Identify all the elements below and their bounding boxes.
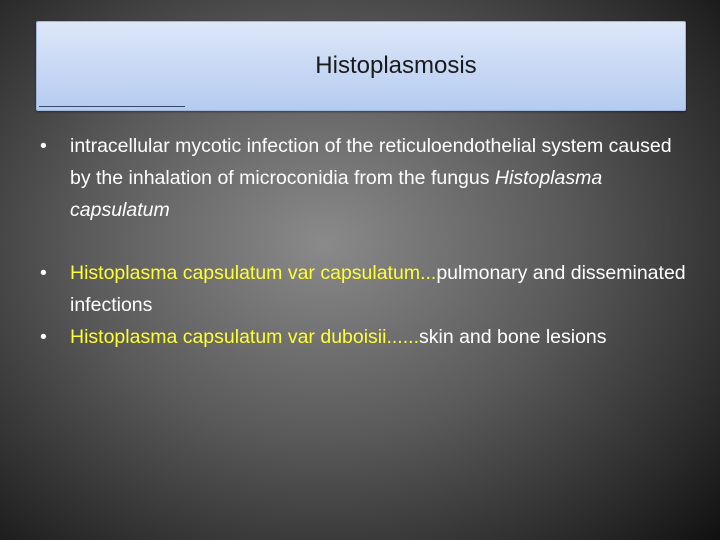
bullet-marker: • <box>40 135 47 157</box>
bullet-highlight-text: Histoplasma capsulatum var capsulatum... <box>70 262 437 284</box>
bullet-text: intracellular mycotic infection of the reticuloendothelial system caused by the inhalation of microconidia from the fungus <box>70 135 672 189</box>
bullet-text: skin and bone lesions <box>418 326 607 348</box>
bullet-item-3 <box>40 321 690 353</box>
bullet-list <box>40 130 690 353</box>
bullet-item-2 <box>40 257 690 321</box>
bullet-marker: • <box>40 262 47 284</box>
title-underline <box>39 106 185 107</box>
title-box <box>36 21 686 111</box>
bullet-item-1 <box>40 130 690 226</box>
bullet-highlight-text: Histoplasma capsulatum var duboisii...... <box>70 326 419 348</box>
bullet-text: pulmonary and disseminated infections <box>70 262 686 316</box>
bullet-italic-text: Histoplasma capsulatum <box>70 167 603 221</box>
bullet-marker: • <box>40 326 47 348</box>
slide-title: Histoplasmosis <box>315 52 477 79</box>
